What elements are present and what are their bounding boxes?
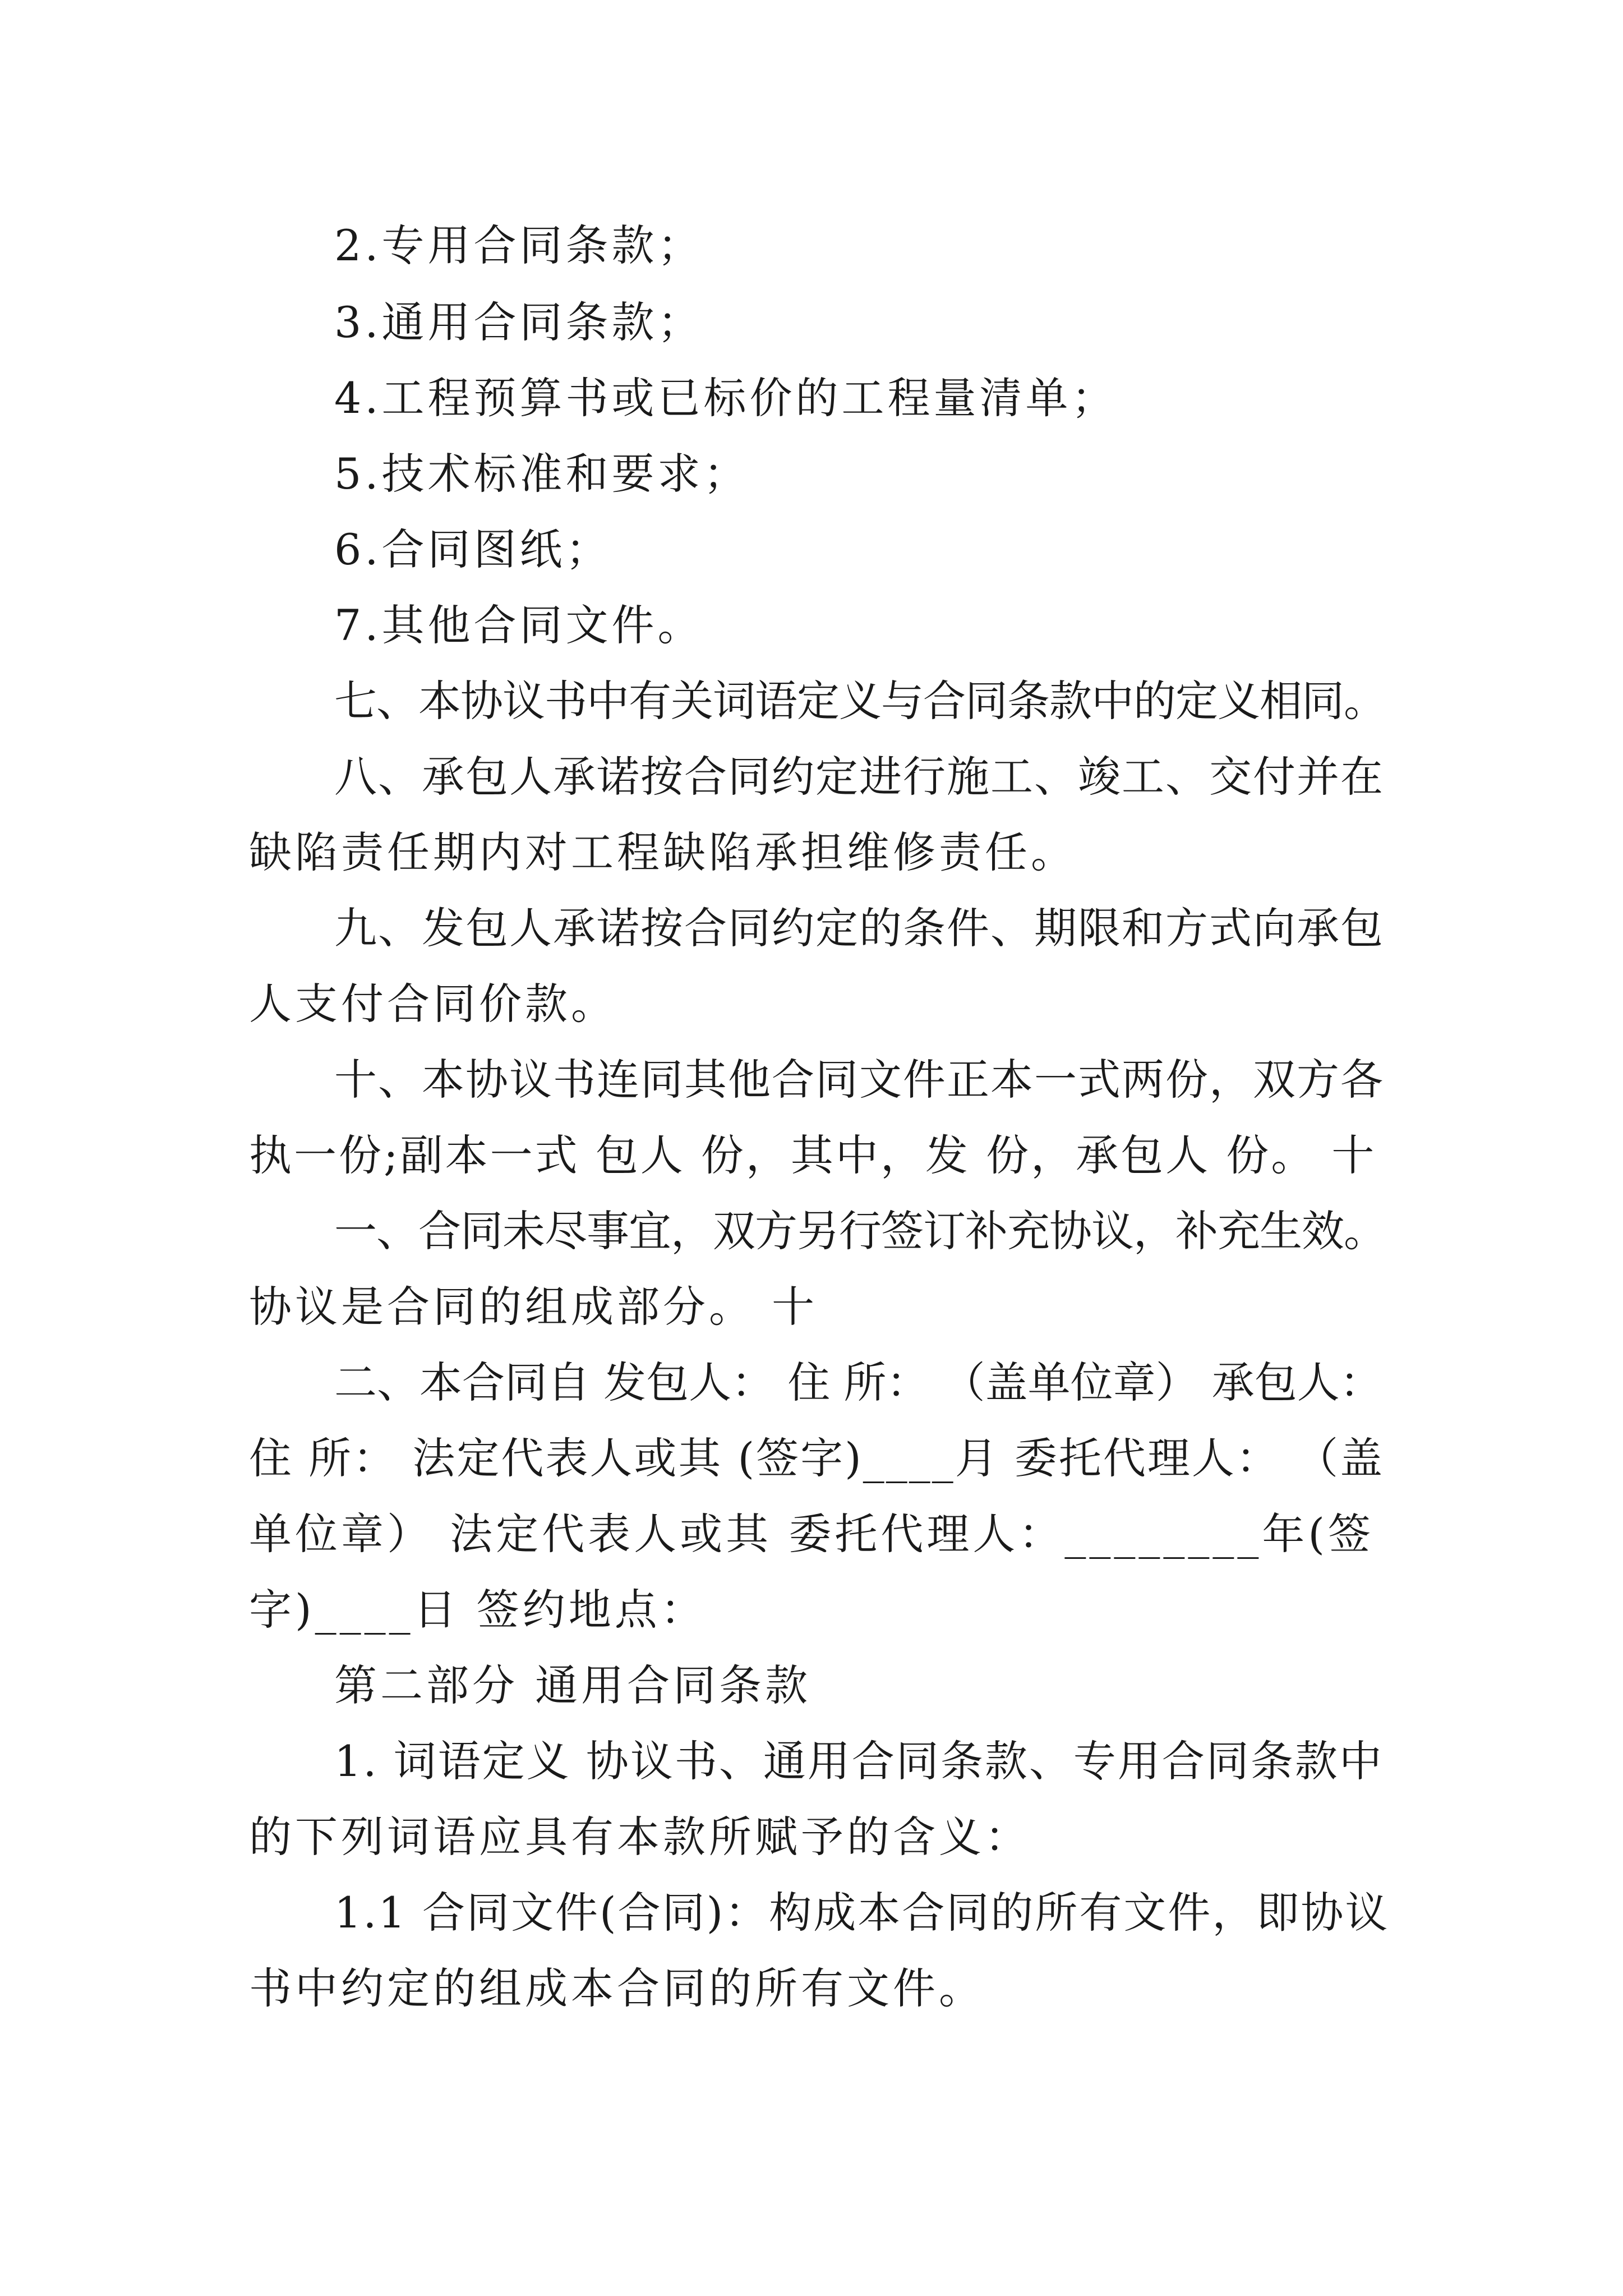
text-line: 九、发包人承诺按合同约定的条件、期限和方式向承包: [334, 903, 1384, 953]
text-line: 5.技术标准和要求；: [334, 449, 750, 499]
text-line: 1.1 合同文件(合同)：构成本合同的所有文件，即协议: [334, 1888, 1390, 1938]
text-line: 6.合同图纸；: [334, 524, 612, 574]
text-line: 缺陷责任期内对工程缺陷承担维修责任。: [249, 827, 1077, 877]
text-line: 七、本协议书中有关词语定义与合同条款中的定义相同。: [334, 676, 1386, 726]
section-heading: 第二部分 通用合同条款: [334, 1660, 811, 1710]
text-line: 一、合同未尽事宜，双方另行签订补充协议，补充生效。: [334, 1206, 1386, 1256]
text-line: 7.其他合同文件。: [334, 600, 704, 650]
text-line: 4.工程预算书或已标价的工程量清单；: [334, 373, 1118, 423]
text-line: 住 所： 法定代表人或其 (签字)____月 委托代理人： （盖: [249, 1433, 1385, 1483]
text-line: 3.通用合同条款；: [334, 297, 704, 347]
text-line: 2.专用合同条款；: [334, 220, 704, 270]
text-line: 二、本合同自 发包人： 住 所： （盖单位章） 承包人：: [334, 1358, 1382, 1407]
text-line: 八、承包人承诺按合同约定进行施工、竣工、交付并在: [334, 752, 1384, 802]
text-line: 的下列词语应具有本款所赋予的含义：: [249, 1812, 1031, 1862]
text-line: 人支付合同价款。: [249, 979, 617, 1029]
text-line: 十、本协议书连同其他合同文件正本一式两份，双方各: [334, 1055, 1384, 1105]
text-line: 1. 词语定义 协议书、通用合同条款、专用合同条款中: [334, 1736, 1384, 1786]
text-line: 单位章） 法定代表人或其 委托代理人：________年(签: [249, 1509, 1374, 1559]
text-line: 书中约定的组成本合同的所有文件。: [249, 1963, 985, 2013]
text-line: 执一份;副本一式 包人 份，其中，发 份，承包人 份。 十: [249, 1130, 1377, 1180]
text-line: 协议是合同的组成部分。 十: [249, 1282, 818, 1332]
text-line: 字)____日 签约地点：: [249, 1585, 707, 1635]
